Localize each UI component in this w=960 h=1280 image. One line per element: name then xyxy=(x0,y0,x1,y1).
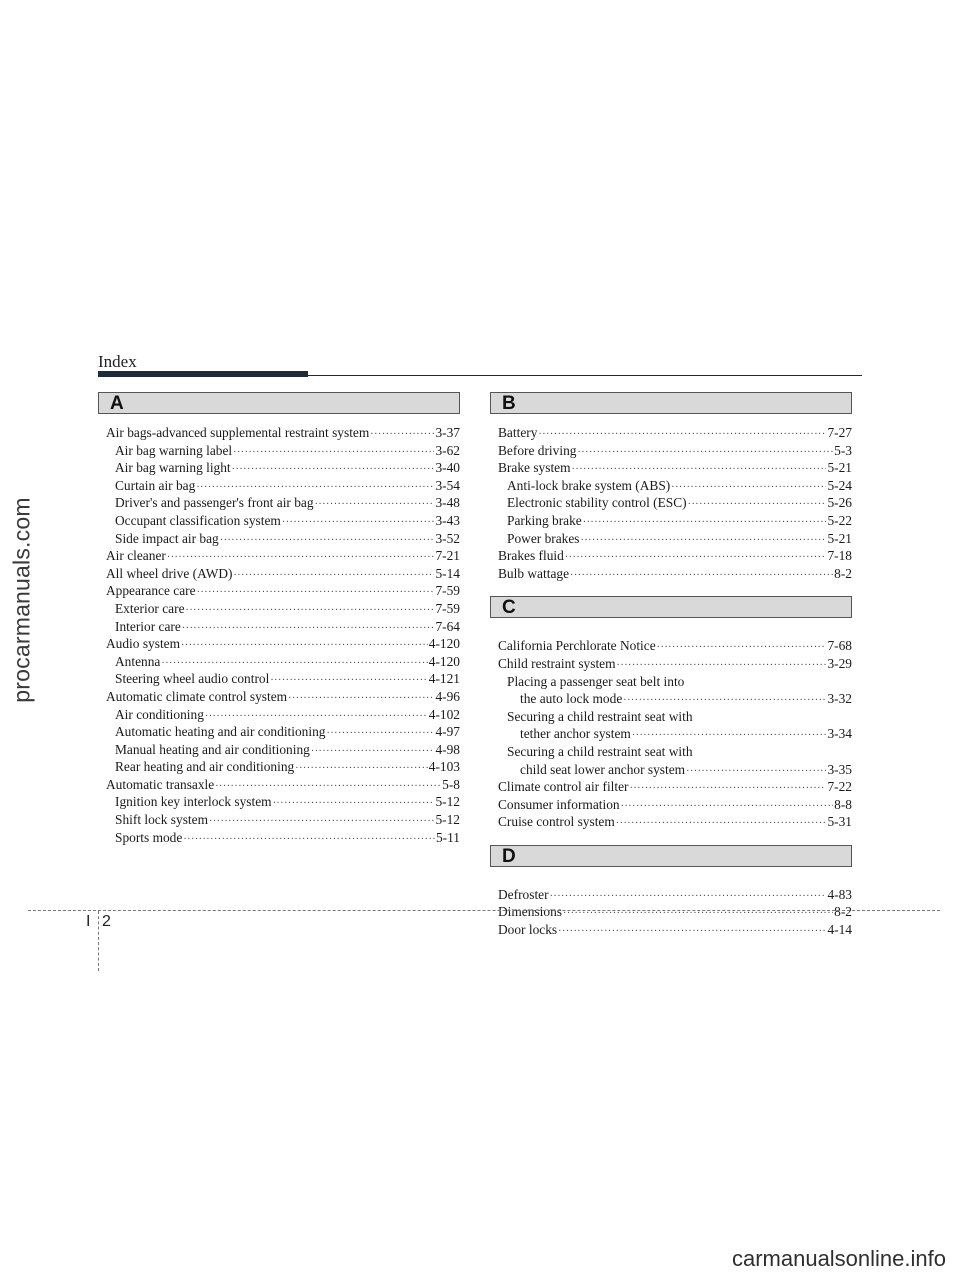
page-ref: 5-12 xyxy=(435,812,460,828)
page-ref: 5-21 xyxy=(827,460,852,476)
index-entry[interactable]: Bulb wattage ····· 8-2 xyxy=(498,565,852,583)
page-ref: 4-14 xyxy=(827,922,852,938)
section-d-entries xyxy=(490,877,852,939)
index-subentry[interactable]: Air bag warning label ····· 3-62 xyxy=(106,442,460,460)
index-entry[interactable]: California Perchlorate Notice ····· 7-68 xyxy=(498,637,852,655)
page-ref: 7-18 xyxy=(827,548,852,564)
section-header-c xyxy=(490,596,852,618)
section-header-b xyxy=(490,392,852,414)
bottom-watermark: carmanualsonline.info xyxy=(731,1246,946,1271)
page-ref: 3-43 xyxy=(435,512,460,528)
index-entry[interactable]: Air bags-advanced supplemental restraint system ····· 3-37 xyxy=(106,424,460,442)
page-ref: 8-2 xyxy=(834,904,852,920)
index-subentry-wrapped[interactable]: Placing a passenger seat belt into the auto lock mode ····· 3-32 xyxy=(498,673,852,708)
page-ref: 7-64 xyxy=(435,618,460,634)
page-ref: 8-8 xyxy=(834,796,852,812)
section-letter-b: B xyxy=(502,393,516,414)
index-subentry[interactable]: Side impact air bag ····· 3-52 xyxy=(106,530,460,548)
index-subentry-wrapped[interactable]: Securing a child restraint seat with child seat lower anchor system ····· 3-35 xyxy=(498,743,852,778)
section-header-d xyxy=(490,845,852,867)
page-title: Index xyxy=(98,352,137,371)
section-c-entries xyxy=(490,628,852,831)
index-entry[interactable]: Battery ····· 7-27 xyxy=(498,424,852,442)
page-ref: 3-37 xyxy=(435,425,460,440)
page-ref: 4-83 xyxy=(827,886,852,902)
page-ref: 5-11 xyxy=(435,829,460,845)
index-subentry[interactable]: Ignition key interlock system ····· 5-12 xyxy=(106,793,460,811)
page-number-value: 2 xyxy=(102,913,111,930)
index-subentry[interactable]: Manual heating and air conditioning ····· 4-98 xyxy=(106,741,460,759)
page-ref: 7-59 xyxy=(435,583,460,599)
index-subentry[interactable]: Steering wheel audio control ····· 4-121 xyxy=(106,670,460,688)
index-subentry[interactable]: Parking brake ····· 5-22 xyxy=(498,512,852,530)
index-subentry[interactable]: Air bag warning light ····· 3-40 xyxy=(106,459,460,477)
page-ref: 7-22 xyxy=(827,779,852,795)
index-subentry[interactable]: Curtain air bag ····· 3-54 xyxy=(106,477,460,495)
page-ref: 7-27 xyxy=(827,425,852,440)
page-ref: 5-26 xyxy=(827,495,852,511)
page-ref: 4-102 xyxy=(428,706,460,722)
index-entry[interactable]: Climate control air filter ····· 7-22 xyxy=(498,778,852,796)
page-ref: 5-12 xyxy=(435,794,460,810)
index-subentry[interactable]: Antenna ····· 4-120 xyxy=(106,653,460,671)
page-ref: 7-59 xyxy=(435,600,460,616)
index-entry[interactable]: Dimensions ····· 8-2 xyxy=(498,903,852,921)
index-subentry[interactable]: Anti-lock brake system (ABS) ····· 5-24 xyxy=(498,477,852,495)
section-letter-a: A xyxy=(110,393,124,414)
index-subentry[interactable]: Shift lock system ····· 5-12 xyxy=(106,811,460,829)
page-ref: 4-103 xyxy=(428,759,460,775)
page-ref: 5-22 xyxy=(827,512,852,528)
header-rule xyxy=(98,375,862,376)
page-ref: 3-52 xyxy=(435,530,460,546)
index-subentry[interactable]: Electronic stability control (ESC) ····· 5-26 xyxy=(498,494,852,512)
page-ref: 4-120 xyxy=(428,636,460,652)
page-number-section: I xyxy=(86,913,91,930)
index-entry[interactable]: Defroster ····· 4-83 xyxy=(498,886,852,904)
side-watermark xyxy=(2,497,42,703)
page-ref: 5-8 xyxy=(442,776,460,792)
index-subentry[interactable]: Driver's and passenger's front air bag ····· 3-48 xyxy=(106,494,460,512)
index-entry[interactable]: Before driving ····· 5-3 xyxy=(498,442,852,460)
index-entry[interactable]: Child restraint system ····· 3-29 xyxy=(498,655,852,673)
index-column-right xyxy=(490,392,852,939)
footer-crop-line xyxy=(28,910,940,911)
page-ref: 7-21 xyxy=(435,548,460,564)
index-entry[interactable]: Appearance care ····· 7-59 xyxy=(106,582,460,600)
page-ref: 4-97 xyxy=(435,724,460,740)
page-ref: 3-48 xyxy=(435,495,460,511)
index-entry[interactable]: Door locks ····· 4-14 xyxy=(498,921,852,939)
page-ref: 5-3 xyxy=(834,442,852,458)
page-ref: 3-34 xyxy=(827,726,852,742)
page-ref: 5-24 xyxy=(827,477,852,493)
page-ref: 4-121 xyxy=(428,671,460,687)
page-ref: 5-14 xyxy=(435,565,460,581)
index-entry[interactable]: All wheel drive (AWD) ····· 5-14 xyxy=(106,565,460,583)
index-entry[interactable]: Brakes fluid ····· 7-18 xyxy=(498,547,852,565)
page-ref: 4-120 xyxy=(428,653,460,669)
page-ref: 5-31 xyxy=(827,814,852,830)
section-b-entries xyxy=(490,424,852,582)
index-subentry[interactable]: Rear heating and air conditioning ····· 4-103 xyxy=(106,758,460,776)
index-entry[interactable]: Automatic transaxle ····· 5-8 xyxy=(106,776,460,794)
page-ref: 3-40 xyxy=(435,460,460,476)
page-ref: 3-32 xyxy=(827,691,852,707)
page-ref: 5-21 xyxy=(827,530,852,546)
section-header-a xyxy=(98,392,460,414)
page-ref: 3-62 xyxy=(435,442,460,458)
index-subentry[interactable]: Interior care ····· 7-64 xyxy=(106,618,460,636)
index-subentry-wrapped[interactable]: Securing a child restraint seat with tether anchor system ····· 3-34 xyxy=(498,708,852,743)
footer-crop-mark xyxy=(98,911,99,971)
index-entry[interactable]: Automatic climate control system ····· 4-96 xyxy=(106,688,460,706)
section-letter-c: C xyxy=(502,597,516,619)
section-letter-d: D xyxy=(502,845,516,867)
page-ref: 4-98 xyxy=(435,741,460,757)
index-entry[interactable]: Brake system ····· 5-21 xyxy=(498,459,852,477)
index-entry[interactable]: Consumer information ····· 8-8 xyxy=(498,796,852,814)
index-subentry[interactable]: Air conditioning ····· 4-102 xyxy=(106,706,460,724)
page-ref: 3-29 xyxy=(827,655,852,671)
page-ref: 3-35 xyxy=(827,761,852,777)
page-ref: 3-54 xyxy=(435,477,460,493)
page-ref: 8-2 xyxy=(834,565,852,581)
page-ref: 4-96 xyxy=(435,688,460,704)
index-subentry[interactable]: Exterior care ····· 7-59 xyxy=(106,600,460,618)
index-subentry[interactable]: Sports mode ····· 5-11 xyxy=(106,829,460,847)
index-subentry[interactable]: Occupant classification system ····· 3-43 xyxy=(106,512,460,530)
header-rule-accent xyxy=(98,371,308,377)
section-a-entries xyxy=(98,424,460,846)
index-entry[interactable]: Air cleaner ····· 7-21 xyxy=(106,547,460,565)
index-column-left xyxy=(98,392,460,846)
index-subentry[interactable]: Power brakes ····· 5-21 xyxy=(498,530,852,548)
index-entry[interactable]: Cruise control system ····· 5-31 xyxy=(498,813,852,831)
side-watermark-text: procarmanuals.com xyxy=(8,497,35,703)
page-ref: 7-68 xyxy=(827,638,852,654)
index-entry[interactable]: Audio system ····· 4-120 xyxy=(106,635,460,653)
index-subentry[interactable]: Automatic heating and air conditioning ····· 4-97 xyxy=(106,723,460,741)
